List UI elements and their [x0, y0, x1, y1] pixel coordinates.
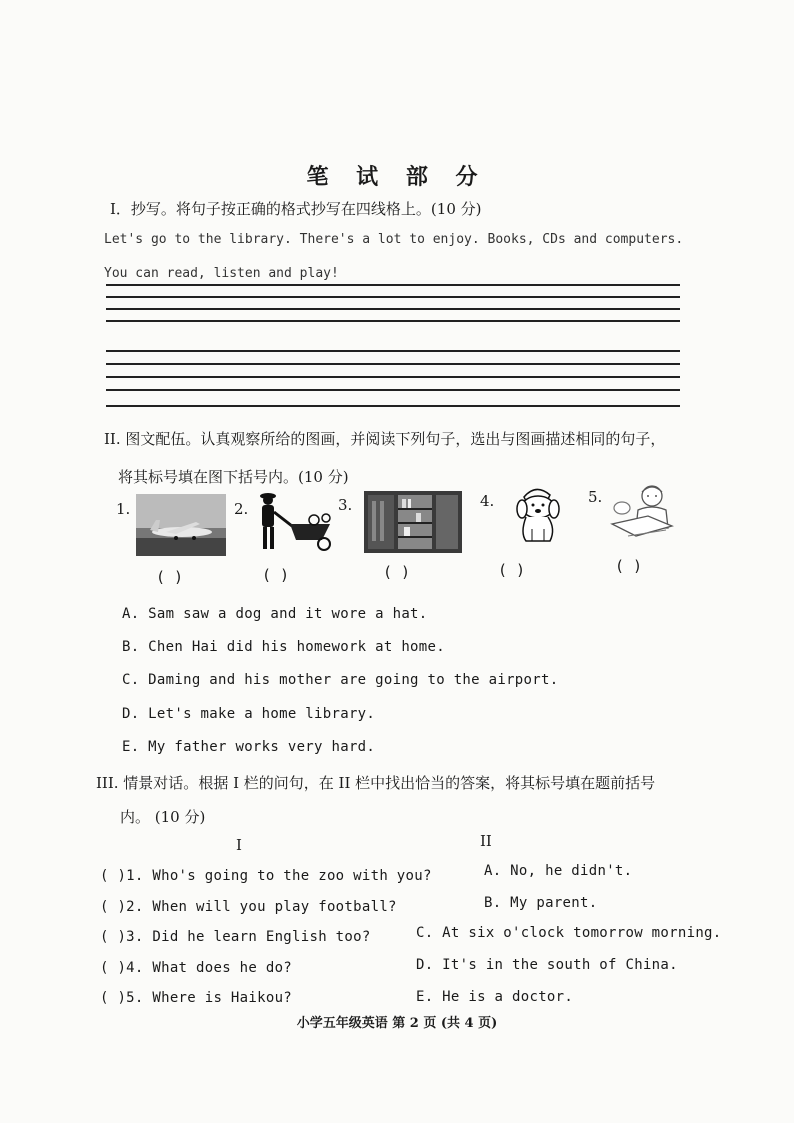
section3-heading-line2: 内。 (10 分)	[120, 808, 206, 826]
section1-copy-text-line1: Let's go to the library. There's a lot to enjoy. Books, CDs and computers.	[104, 232, 684, 247]
option-a: A. Sam saw a dog and it wore a hat.	[122, 606, 428, 622]
option-b: B. Chen Hai did his homework at home.	[122, 639, 445, 655]
page-footer: 小学五年级英语 第 2 页 (共 4 页)	[296, 1016, 498, 1031]
section1-copy-text-line2: You can read, listen and play!	[104, 266, 339, 281]
picture-number-4: 4.	[480, 492, 495, 510]
man-with-wheelbarrow-picture	[252, 490, 344, 556]
bookshelf-library-picture	[364, 491, 462, 557]
column-ii-header: II	[480, 832, 492, 850]
question-3[interactable]: ( )3. Did he learn English too?	[100, 929, 371, 945]
answer-b: B. My parent.	[484, 895, 598, 911]
answer-a: A. No, he didn't.	[484, 863, 633, 879]
picture-2-answer-blank[interactable]: ( )	[262, 566, 290, 584]
picture-5-answer-blank[interactable]: ( )	[615, 557, 643, 575]
column-i-header: I	[236, 836, 242, 854]
question-4[interactable]: ( )4. What does he do?	[100, 960, 293, 976]
option-d: D. Let's make a home library.	[122, 706, 376, 722]
airplane-picture	[136, 494, 226, 560]
boy-doing-homework-picture	[608, 480, 680, 550]
picture-4-answer-blank[interactable]: ( )	[498, 561, 526, 579]
picture-number-1: 1.	[116, 500, 131, 518]
dog-wearing-hat-picture	[506, 483, 568, 551]
option-c: C. Daming and his mother are going to the airport.	[122, 672, 559, 688]
section2-heading-line2: 将其标号填在图下括号内。(10 分)	[118, 468, 349, 486]
section3-heading-line1: III. 情景对话。根据 I 栏的问句，在 II 栏中找出恰当的答案，将其标号填在题前括号	[96, 774, 656, 792]
answer-d: D. It's in the south of China.	[416, 957, 678, 973]
answer-c: C. At six o'clock tomorrow morning.	[416, 925, 722, 941]
question-5[interactable]: ( )5. Where is Haikou?	[100, 990, 293, 1006]
question-1[interactable]: ( )1. Who's going to the zoo with you?	[100, 868, 432, 884]
answer-e: E. He is a doctor.	[416, 989, 574, 1005]
picture-number-2: 2.	[234, 500, 249, 518]
page-title: 笔 试 部 分	[306, 164, 488, 190]
picture-number-3: 3.	[338, 496, 353, 514]
picture-3-answer-blank[interactable]: ( )	[383, 563, 411, 581]
picture-1-answer-blank[interactable]: ( )	[156, 568, 184, 586]
picture-number-5: 5.	[588, 488, 603, 506]
section2-heading-line1: II. 图文配伍。认真观察所给的图画，并阅读下列句子，选出与图画描述相同的句子，	[104, 430, 666, 448]
question-2[interactable]: ( )2. When will you play football?	[100, 899, 397, 915]
option-e: E. My father works very hard.	[122, 739, 376, 755]
section1-heading: I．抄写。将句子按正确的格式抄写在四线格上。(10 分)	[110, 200, 482, 218]
